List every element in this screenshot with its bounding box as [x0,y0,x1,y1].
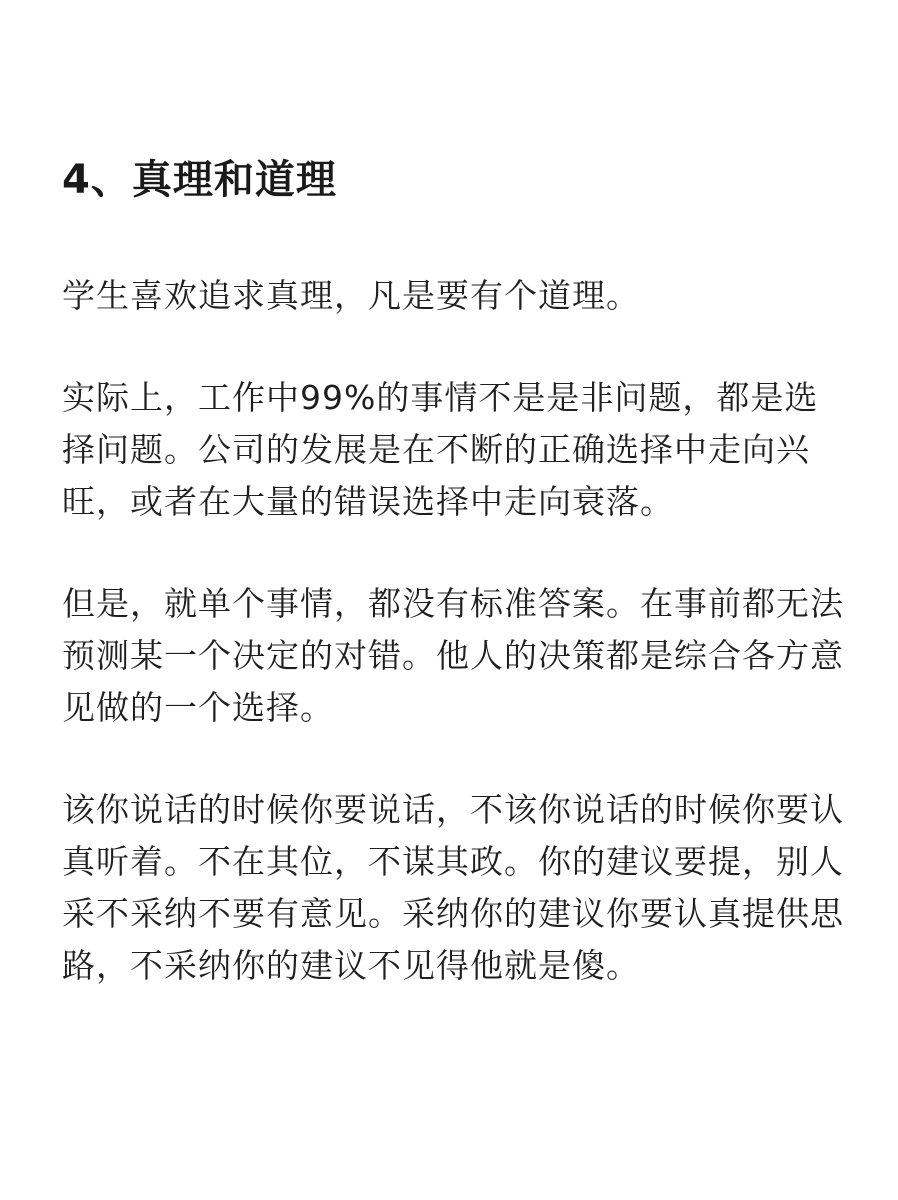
paragraph-speaking-advice: 该你说话的时候你要说话，不该你说话的时候你要认真听着。不在其位，不谋其政。你的建议要提，别人采不采纳不要有意见。采纳你的建议你要认真提供思路，不采纳你的建议不见得他就是傻。 [62,790,844,985]
paragraph-truth-reasoning: 学生喜欢追求真理，凡是要有个道理。 [62,276,640,315]
paragraph-work-choices: 实际上，工作中99%的事情不是是非问题，都是选择问题。公司的发展是在不断的正确选择中走向兴旺，或者在大量的错误选择中走向衰落。 [62,378,819,521]
section-heading: 4、真理和道理 [62,157,337,203]
paragraph-no-standard-answer: 但是，就单个事情，都没有标准答案。在事前都无法预测某一个决定的对错。他人的决策都是综合各方意见做的一个选择。 [62,584,844,727]
